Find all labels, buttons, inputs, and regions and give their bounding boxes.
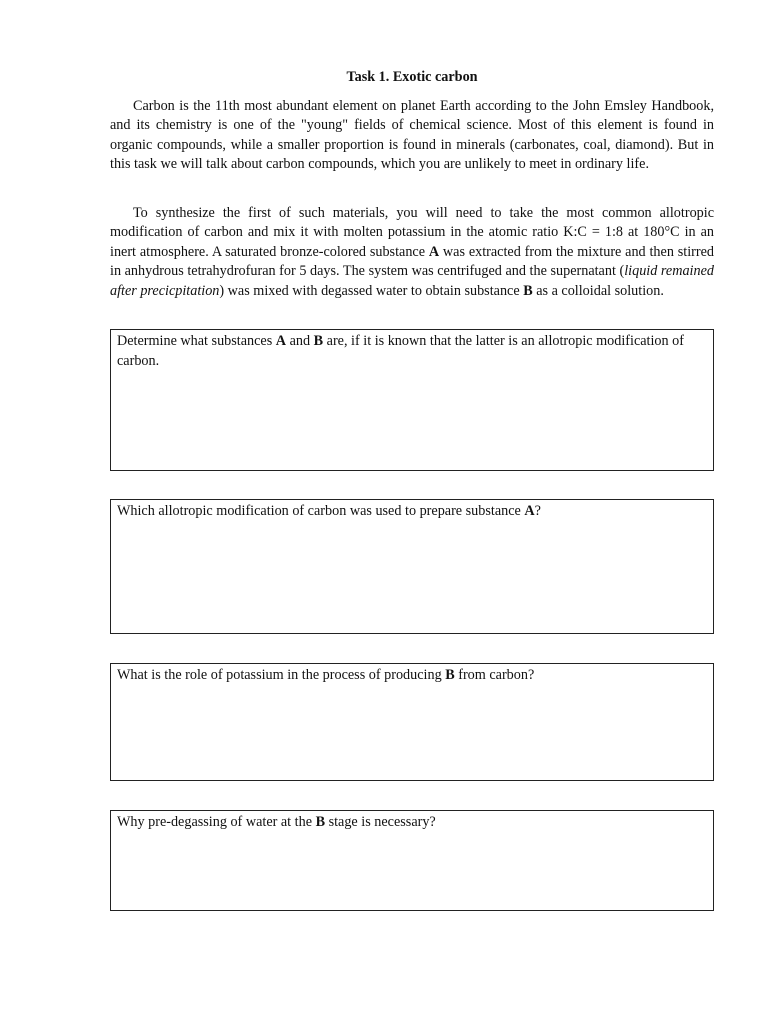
question-1-bold-a: A — [275, 333, 287, 349]
question-4-bold-b: B — [315, 814, 326, 830]
substance-a-label: A — [428, 243, 440, 260]
substance-b-label: B — [523, 282, 533, 299]
question-1-text-3: are, if it is known that the latter is an allotropic modification of carbon. — [117, 333, 684, 369]
question-2-bold-a: A — [524, 503, 535, 519]
task-title: Task 1. Exotic carbon — [346, 69, 478, 85]
answer-box-3[interactable] — [110, 663, 714, 781]
question-1 — [111, 330, 713, 371]
question-1-text-2: and — [286, 333, 314, 349]
synthesis-text-1: To synthesize the first of such materials, you will need to take the most common allotropic modification of carbon and mix it with molten potassium in the atomic ratio K:C = 1:8 at 180°C in an inert atmosphere. A saturated bronze-colored substance — [110, 205, 714, 260]
question-3-bold-b: B — [445, 667, 455, 683]
intro-paragraph: Carbon is the 11th most abundant element on planet Earth according to the John Emsley Handbook, and its chemistry is one of the "young" fields of chemical science. Most of this element is found in organic compounds, while a smaller proportion is found in minerals (carbonates, coal, diamond). But in this task we will talk about carbon compounds, which you are unlikely to meet in ordinary life. — [110, 98, 714, 173]
synthesis-text-2: was extracted from the mixture and then stirred in anhydrous tetrahydrofuran for 5 days. The system was centrifuged and the supernatant ( — [110, 243, 714, 280]
question-4 — [111, 811, 713, 832]
answer-box-1[interactable] — [110, 329, 714, 471]
question-1-text-1: Determine what substances — [117, 333, 276, 349]
synthesis-paragraph — [110, 204, 714, 301]
synthesis-text-4: as a colloidal solution. — [532, 282, 664, 299]
question-2 — [111, 500, 713, 521]
answer-box-4[interactable] — [110, 810, 714, 911]
question-3 — [111, 664, 713, 685]
question-2-text-1: Which allotropic modification of carbon was used to prepare substance — [117, 503, 525, 519]
question-3-text-2: from carbon? — [454, 667, 535, 683]
question-4-text-2: stage is necessary? — [325, 814, 436, 830]
answer-box-2[interactable] — [110, 499, 714, 634]
question-1-bold-b: B — [313, 333, 324, 349]
supernatant-definition: liquid remained after precicpitation — [110, 263, 714, 299]
synthesis-text-3: ) was mixed with degassed water to obtain substance — [219, 282, 524, 299]
question-4-text-1: Why pre-degassing of water at the — [117, 814, 316, 830]
question-3-text-1: What is the role of potassium in the process of producing — [117, 667, 446, 683]
question-2-text-2: ? — [534, 503, 541, 519]
